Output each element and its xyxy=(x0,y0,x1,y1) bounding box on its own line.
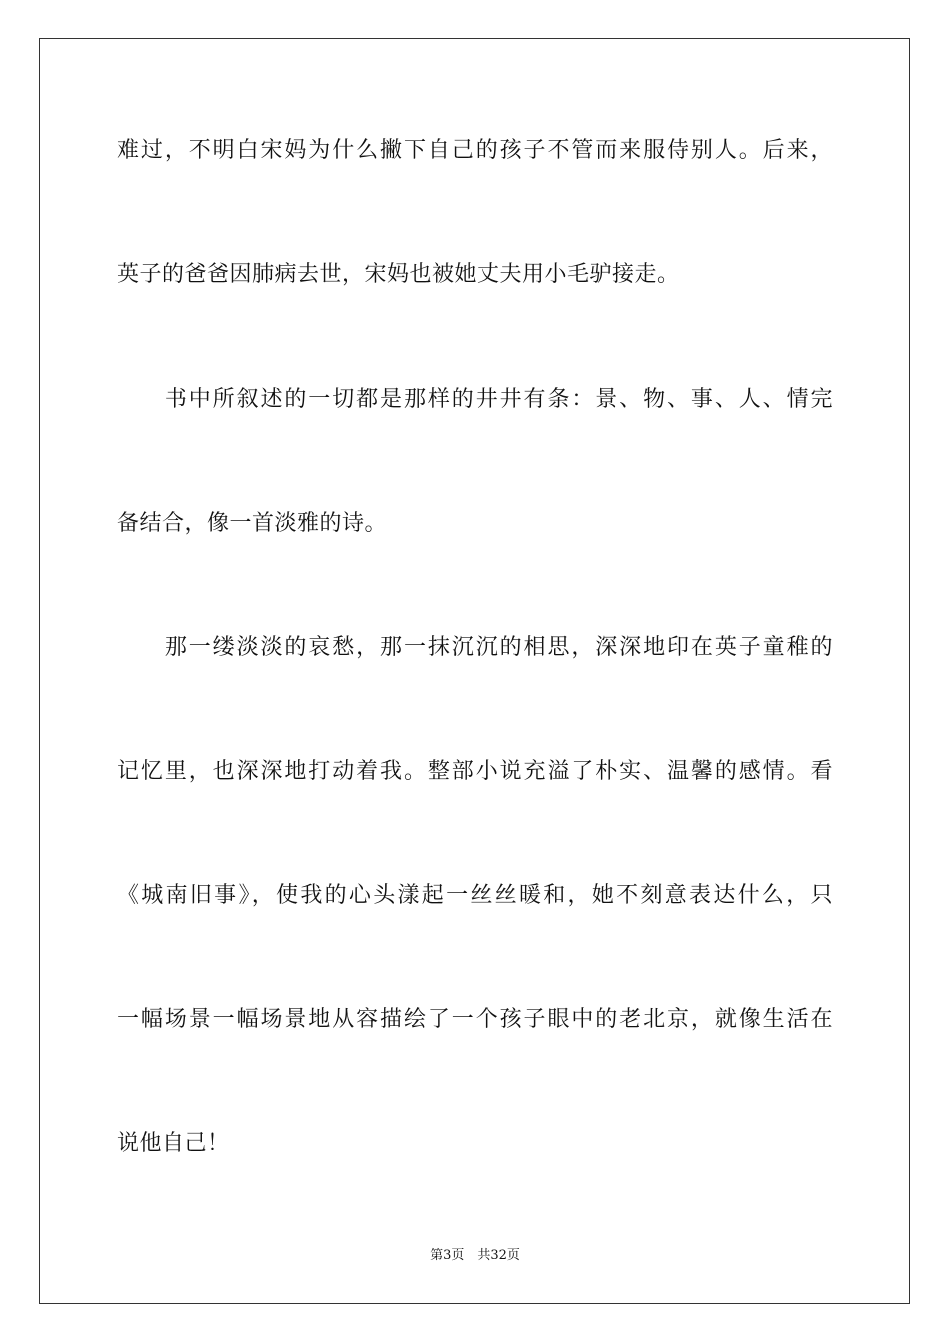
text-line-9: 说他自己！ xyxy=(117,1131,230,1156)
page-number-footer: 第3页 共32页 xyxy=(430,1248,520,1263)
text-line-7: 《城南旧事》，使我的心头漾起一丝丝暖和，她不刻意表达什么，只 xyxy=(117,883,833,908)
text-line-4: 备结合，像一首淡雅的诗。 xyxy=(117,511,388,536)
text-line-1: 难过，不明白宋妈为什么撇下自己的孩子不管而来服侍别人。后来， xyxy=(117,138,833,163)
page-border xyxy=(39,38,910,1304)
text-line-6: 记忆里，也深深地打动着我。整部小说充溢了朴实、温馨的感情。看 xyxy=(117,759,833,784)
text-line-3: 书中所叙述的一切都是那样的井井有条：景、物、事、人、情完 xyxy=(117,387,833,412)
text-line-5: 那一缕淡淡的哀愁，那一抹沉沉的相思，深深地印在英子童稚的 xyxy=(117,635,833,660)
text-line-8: 一幅场景一幅场景地从容描绘了一个孩子眼中的老北京，就像生活在 xyxy=(117,1007,833,1032)
text-line-2: 英子的爸爸因肺病去世，宋妈也被她丈夫用小毛驴接走。 xyxy=(117,262,680,287)
